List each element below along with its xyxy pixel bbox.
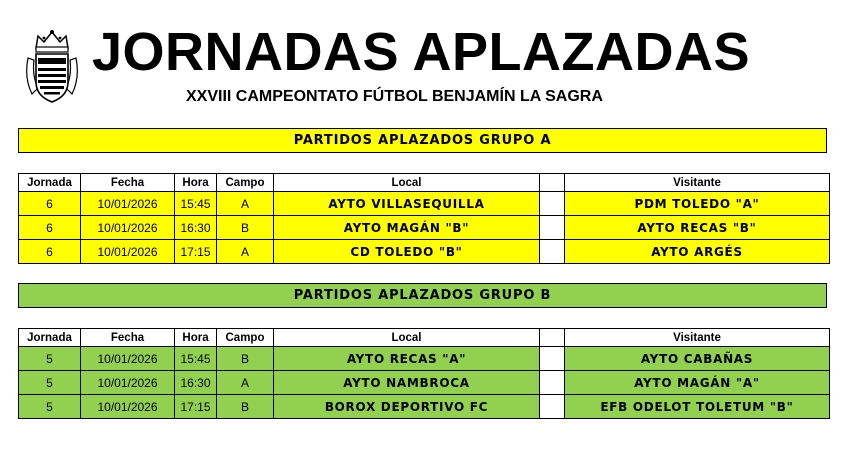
- local-team-cell: AYTO VILLASEQUILLA: [274, 192, 540, 216]
- jornada-cell: 5: [19, 371, 81, 395]
- fecha-cell: 10/01/2026: [81, 216, 175, 240]
- table-row: [19, 395, 830, 419]
- local-team-cell: AYTO NAMBROCA: [274, 371, 540, 395]
- table-row: [19, 216, 830, 240]
- col-jornada: Jornada: [19, 329, 81, 347]
- col-jornada: Jornada: [19, 174, 81, 192]
- hora-cell: 16:30: [175, 371, 217, 395]
- hora-cell: 15:45: [175, 192, 217, 216]
- fecha-cell: 10/01/2026: [81, 371, 175, 395]
- separator-cell: [540, 395, 565, 419]
- hora-cell: 17:15: [175, 240, 217, 264]
- fecha-cell: 10/01/2026: [81, 347, 175, 371]
- col-separator: [540, 174, 565, 192]
- jornada-cell: 6: [19, 240, 81, 264]
- fecha-cell: 10/01/2026: [81, 240, 175, 264]
- table-row: [19, 347, 830, 371]
- fecha-cell: 10/01/2026: [81, 192, 175, 216]
- jornada-cell: 6: [19, 192, 81, 216]
- visitante-team-cell: PDM TOLEDO "A": [565, 192, 830, 216]
- col-hora: Hora: [175, 329, 217, 347]
- group-a-title: PARTIDOS APLAZADOS GRUPO A: [18, 128, 827, 153]
- campo-cell: B: [217, 347, 274, 371]
- group-b-title: PARTIDOS APLAZADOS GRUPO B: [18, 283, 827, 308]
- visitante-team-cell: EFB ODELOT TOLETUM "B": [565, 395, 830, 419]
- visitante-team-cell: AYTO ARGÉS: [565, 240, 830, 264]
- col-campo: Campo: [217, 329, 274, 347]
- col-fecha: Fecha: [81, 174, 175, 192]
- campo-cell: A: [217, 192, 274, 216]
- col-hora: Hora: [175, 174, 217, 192]
- visitante-team-cell: AYTO CABAÑAS: [565, 347, 830, 371]
- jornada-cell: 5: [19, 395, 81, 419]
- col-local: Local: [274, 329, 540, 347]
- local-team-cell: CD TOLEDO "B": [274, 240, 540, 264]
- visitante-team-cell: AYTO MAGÁN "A": [565, 371, 830, 395]
- group-a-table: [18, 173, 830, 264]
- separator-cell: [540, 347, 565, 371]
- col-local: Local: [274, 174, 540, 192]
- campo-cell: B: [217, 216, 274, 240]
- table-row: [19, 371, 830, 395]
- fecha-cell: 10/01/2026: [81, 395, 175, 419]
- col-visitante: Visitante: [565, 174, 830, 192]
- jornada-cell: 5: [19, 347, 81, 371]
- table-row: [19, 240, 830, 264]
- separator-cell: [540, 216, 565, 240]
- table-row: [19, 192, 830, 216]
- page-subtitle: XXVIII CAMPEONTATO FÚTBOL BENJAMÍN LA SAGRA: [186, 88, 603, 105]
- page-title: JORNADAS APLAZADAS: [92, 22, 751, 82]
- table-header-row: [19, 329, 830, 347]
- hora-cell: 15:45: [175, 347, 217, 371]
- hora-cell: 17:15: [175, 395, 217, 419]
- local-team-cell: AYTO RECAS "A": [274, 347, 540, 371]
- group-b-table: [18, 328, 830, 419]
- local-team-cell: AYTO MAGÁN "B": [274, 216, 540, 240]
- col-fecha: Fecha: [81, 329, 175, 347]
- campo-cell: A: [217, 240, 274, 264]
- table-header-row: [19, 174, 830, 192]
- col-visitante: Visitante: [565, 329, 830, 347]
- visitante-team-cell: AYTO RECAS "B": [565, 216, 830, 240]
- jornada-cell: 6: [19, 216, 81, 240]
- local-team-cell: BOROX DEPORTIVO FC: [274, 395, 540, 419]
- separator-cell: [540, 371, 565, 395]
- municipal-coat-of-arms-icon: [24, 28, 80, 106]
- separator-cell: [540, 192, 565, 216]
- col-separator: [540, 329, 565, 347]
- hora-cell: 16:30: [175, 216, 217, 240]
- separator-cell: [540, 240, 565, 264]
- campo-cell: A: [217, 371, 274, 395]
- col-campo: Campo: [217, 174, 274, 192]
- campo-cell: B: [217, 395, 274, 419]
